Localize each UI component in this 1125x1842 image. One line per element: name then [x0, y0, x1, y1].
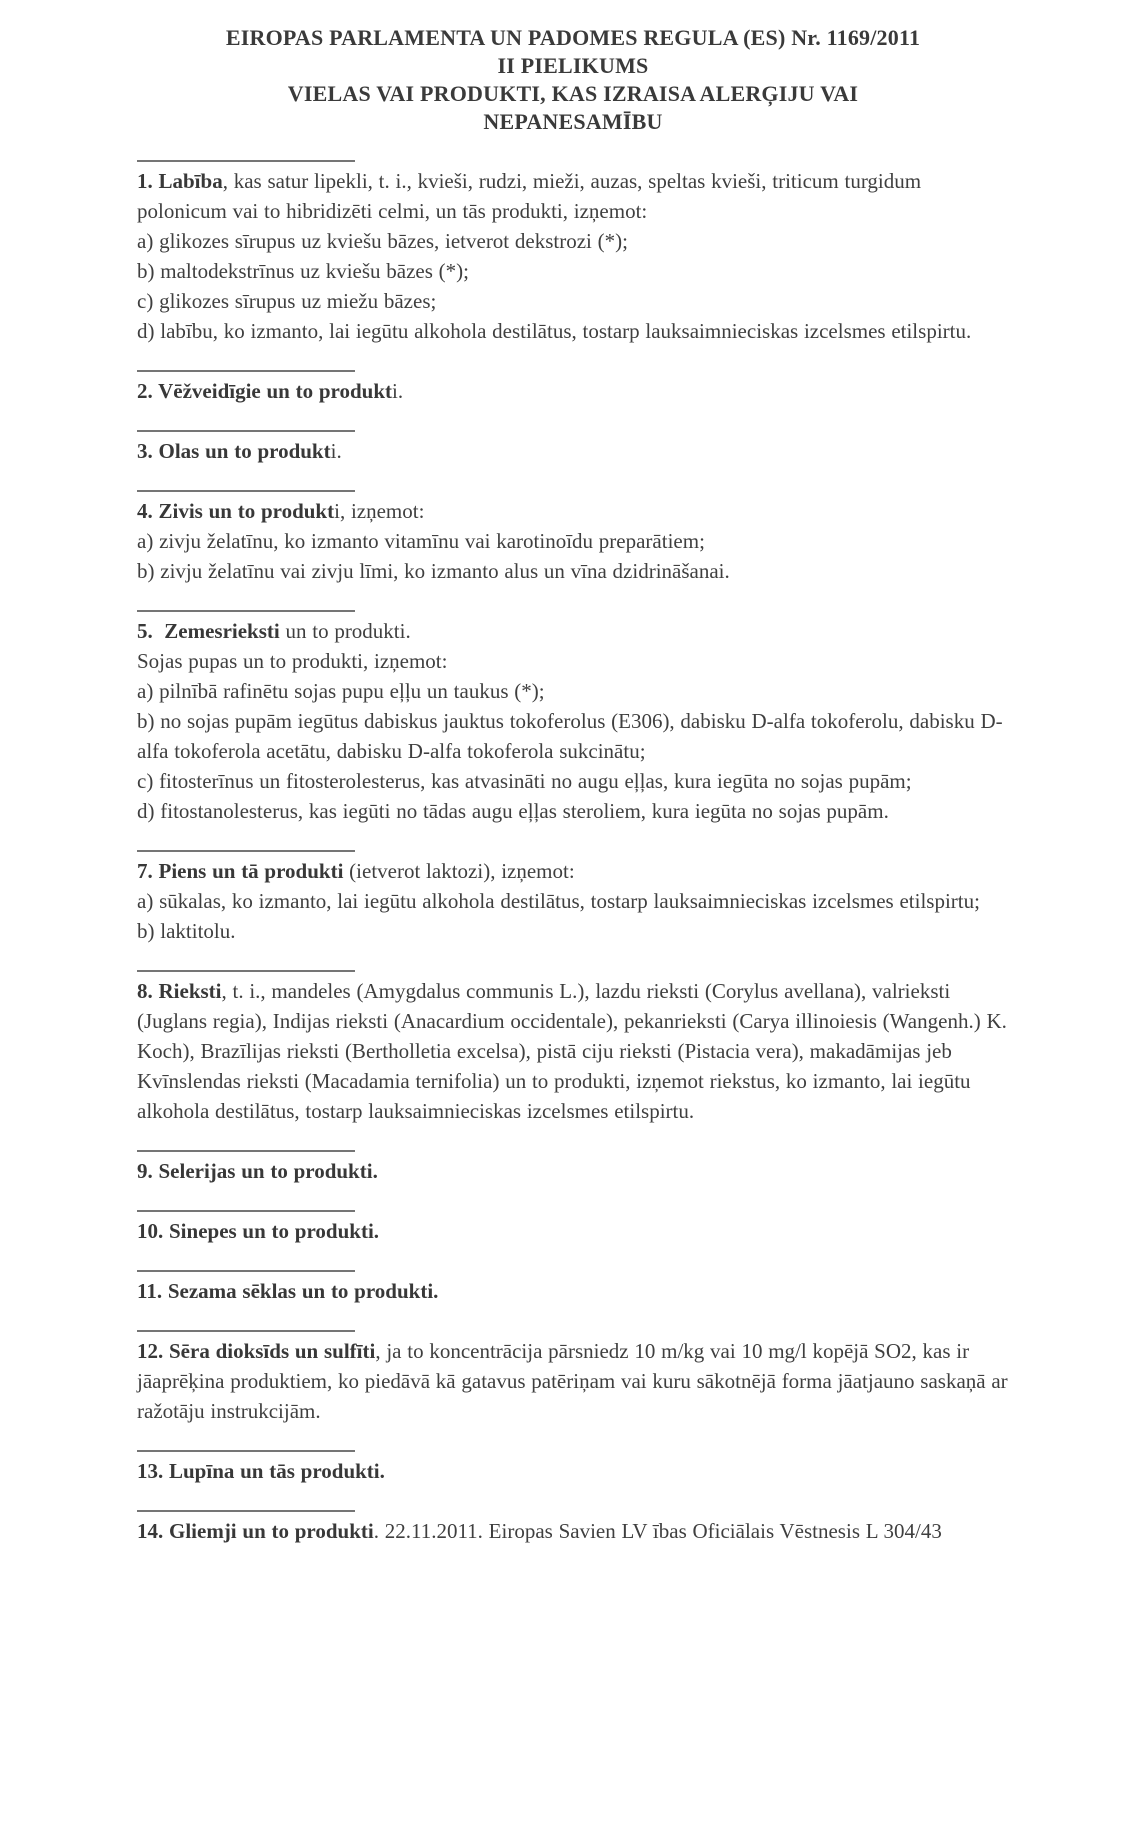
section-item: b) zivju želatīnu vai zivju līmi, ko izmanto alus un vīna dzidrināšanai.	[137, 559, 730, 583]
heading-regular-text: , t. i., mandeles (Amygdalus communis L.), lazdu rieksti (Corylus avellana), valrieksti (Juglans regia), Indijas rieksti (Anacardium occidentale), pekanrieksti (Carya illinoiesis (Wangenh.) K. Koch), Brazīlijas rieksti (Bertholletia excelsa), pistā ciju rieksti (Pistacia vera), makadāmijas jeb Kvīnslendas rieksti (Macadamia ternifolia) un to produkti, izņemot riekstus, ko izmanto, lai iegūtu alkohola destilātus, tostarp lauksaimnieciskas izcelsmes etilspirtu.	[137, 979, 1007, 1123]
section-divider-line	[137, 430, 355, 432]
document-section	[137, 850, 1009, 946]
section-heading	[137, 166, 1009, 226]
heading-regular-text: i, izņemot:	[334, 499, 425, 523]
section-divider-line	[137, 1210, 355, 1212]
section-divider-line	[137, 1270, 355, 1272]
section-heading	[137, 1156, 1009, 1186]
section-heading	[137, 436, 1009, 466]
regulation-title: EIROPAS PARLAMENTA UN PADOMES REGULA (ES) Nr. 1169/2011	[225, 25, 921, 50]
document-section	[137, 160, 1009, 346]
section-item: d) fitostanolesterus, kas iegūti no tādas augu eļļas steroliem, kura iegūta no sojas pupām.	[137, 799, 889, 823]
section-item: Sojas pupas un to produkti, izņemot:	[137, 649, 448, 673]
heading-bold-text: 2. Vēžveidīgie un to produkt	[137, 379, 393, 403]
heading-regular-text: . 22.11.2011. Eiropas Savien LV ības Oficiālais Vēstnesis L 304/43	[373, 1519, 942, 1543]
section-divider-line	[137, 490, 355, 492]
section-item: c) fitosterīnus un fitosterolesterus, kas atvasināti no augu eļļas, kura iegūta no sojas pupām;	[137, 769, 912, 793]
section-heading	[137, 856, 1009, 886]
heading-bold-text: 13. Lupīna un tās produkti.	[137, 1459, 385, 1483]
section-heading	[137, 1216, 1009, 1246]
section-divider-line	[137, 970, 355, 972]
section-divider-line	[137, 610, 355, 612]
section-item: a) sūkalas, ko izmanto, lai iegūtu alkohola destilātus, tostarp lauksaimnieciskas izcelsmes etilspirtu;	[137, 889, 980, 913]
section-item: c) glikozes sīrupus uz miežu bāzes;	[137, 289, 437, 313]
document-section	[137, 1510, 1009, 1546]
section-divider-line	[137, 370, 355, 372]
subject-title-line-1: VIELAS VAI PRODUKTI, KAS IZRAISA ALERĢIJU VAI	[287, 81, 859, 106]
document-header	[137, 24, 1009, 136]
section-heading	[137, 1276, 1009, 1306]
heading-bold-text: 3. Olas un to produkt	[137, 439, 331, 463]
section-item: a) zivju želatīnu, ko izmanto vitamīnu vai karotinoīdu preparātiem;	[137, 529, 705, 553]
section-divider-line	[137, 160, 355, 162]
heading-regular-text: i.	[330, 439, 342, 463]
document-section	[137, 1270, 1009, 1306]
section-item: b) laktitolu.	[137, 919, 236, 943]
section-divider-line	[137, 1450, 355, 1452]
heading-regular-text: , kas satur lipekli, t. i., kvieši, rudzi, mieži, auzas, speltas kvieši, triticum turgidum polonicum vai to hibridizēti celmi, un tās produkti, izņemot:	[137, 169, 922, 223]
document-section	[137, 1330, 1009, 1426]
section-divider-line	[137, 850, 355, 852]
document-section	[137, 370, 1009, 406]
heading-bold-text: 7. Piens un tā produkti	[137, 859, 344, 883]
heading-bold-text: 10. Sinepes un to produkti.	[137, 1219, 380, 1243]
document-section	[137, 490, 1009, 586]
section-divider-line	[137, 1510, 355, 1512]
heading-regular-text: , ja to koncentrācija pārsniedz 10 m/kg vai 10 mg/l kopējā SO2, kas ir jāaprēķina produktiem, ko piedāvā kā gatavus patēriņam vai kuru sākotnējā forma jāatjauno saskaņā ar ražotāju instrukcijām.	[137, 1339, 1008, 1423]
section-item: a) glikozes sīrupus uz kviešu bāzes, ietverot dekstrozi (*);	[137, 229, 628, 253]
heading-bold-text: 9. Selerijas un to produkti.	[137, 1159, 378, 1183]
section-heading	[137, 1516, 1009, 1546]
section-heading	[137, 1456, 1009, 1486]
document-section	[137, 1210, 1009, 1246]
section-item: b) maltodekstrīnus uz kviešu bāzes (*);	[137, 259, 469, 283]
document-body	[137, 160, 1009, 1546]
section-item: b) no sojas pupām iegūtus dabiskus jauktus tokoferolus (E306), dabisku D-alfa tokoferolu, dabisku D-alfa tokoferola acetātu, dabisku D-alfa tokoferola sukcinātu;	[137, 709, 1003, 763]
document-section	[137, 1450, 1009, 1486]
heading-bold-text: 4. Zivis un to produkt	[137, 499, 335, 523]
heading-regular-text: (ietverot laktozi), izņemot:	[343, 859, 575, 883]
section-divider-line	[137, 1330, 355, 1332]
heading-bold-text: 1. Labība	[137, 169, 223, 193]
heading-bold-text: 11. Sezama sēklas un to produkti.	[137, 1279, 439, 1303]
document-section	[137, 610, 1009, 826]
document-section	[137, 970, 1009, 1126]
document-section	[137, 1150, 1009, 1186]
section-item: a) pilnībā rafinētu sojas pupu eļļu un taukus (*);	[137, 679, 545, 703]
section-heading	[137, 976, 1009, 1126]
heading-regular-text: un to produkti.	[279, 619, 411, 643]
section-heading	[137, 496, 1009, 526]
heading-regular-text: i.	[392, 379, 404, 403]
annex-title: II PIELIKUMS	[497, 53, 649, 78]
heading-bold-text: 12. Sēra dioksīds un sulfīti	[137, 1339, 376, 1363]
section-heading	[137, 376, 1009, 406]
section-divider-line	[137, 1150, 355, 1152]
document-section	[137, 430, 1009, 466]
section-heading	[137, 1336, 1009, 1426]
heading-bold-text: 5. Zemesrieksti	[137, 619, 280, 643]
section-heading	[137, 616, 1009, 646]
subject-title-line-2: NEPANESAMĪBU	[483, 109, 663, 134]
heading-bold-text: 8. Rieksti	[137, 979, 222, 1003]
heading-bold-text: 14. Gliemji un to produkti	[137, 1519, 374, 1543]
section-item: d) labību, ko izmanto, lai iegūtu alkohola destilātus, tostarp lauksaimnieciskas izcelsmes etilspirtu.	[137, 319, 972, 343]
